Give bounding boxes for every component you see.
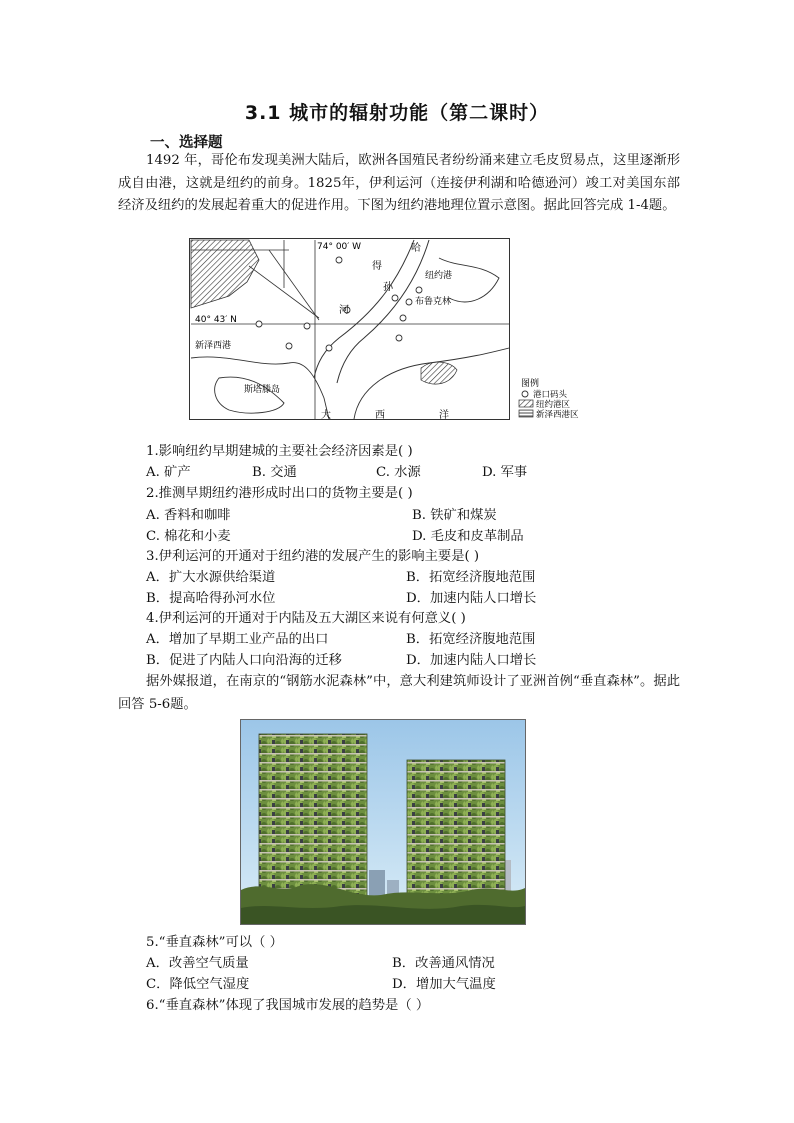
question-stem: 3.伊利运河的开通对于纽约港的发展产生的影响主要是( ) — [146, 549, 480, 564]
map-legend-item: 纽约港区 — [536, 400, 571, 410]
legend-port-symbol — [522, 391, 528, 397]
option: D．增加大气温度 — [392, 977, 496, 992]
option: D．加速内陆人口增长 — [406, 653, 537, 668]
option: B. 铁矿和煤炭 — [412, 508, 497, 523]
map-longitude-label: 74° 00′ W — [317, 242, 362, 252]
question-stem: 6.“垂直森林”体现了我国城市发展的趋势是（ ） — [146, 998, 430, 1013]
question-stem: 2.推测早期纽约港形成时出口的货物主要是( ) — [146, 486, 413, 501]
map-drawing — [189, 238, 607, 420]
map-port-label: 布鲁克林 — [415, 297, 452, 307]
map-port-label: 新泽西港 — [195, 341, 232, 351]
option: D．加速内陆人口增长 — [406, 591, 537, 606]
map-ocean-char: 西 — [375, 410, 385, 420]
question-stem: 4.伊利运河的开通对于内陆及五大湖区来说有何意义( ) — [146, 611, 466, 626]
option: B. 交通 — [252, 465, 297, 480]
option: C．降低空气湿度 — [146, 977, 250, 992]
intro-paragraph-1: 1492 年，哥伦布发现美洲大陆后，欧洲各国殖民者纷纷涌来建立毛皮贸易点，这里逐渐形成自由港，这就是纽约的前身。1825年，伊利运河（连接伊利湖和哈德逊河）竣工对美国东部经济及纽约的发展起着重大的促进作用。下图为纽约港地理位置示意图。据此回答完成 1-4题。 — [118, 153, 680, 213]
option: A. 矿产 — [146, 465, 191, 480]
map-ocean-char: 大 — [321, 410, 331, 420]
question-stem: 1.影响纽约早期建城的主要社会经济因素是( ) — [146, 444, 413, 459]
option: B．提高哈得孙河水位 — [146, 591, 276, 606]
map-river-char: 河 — [339, 305, 349, 316]
map-legend-item: 港口码头 — [533, 390, 568, 400]
map-river-char: 得 — [372, 261, 382, 272]
option: B．拓宽经济腹地范围 — [406, 632, 536, 647]
map-latitude-label: 40° 43′ N — [195, 315, 237, 325]
map-port-label: 纽约港 — [425, 271, 453, 281]
map-port-label: 斯塔滕岛 — [244, 385, 281, 395]
intro-paragraph-2: 据外媒报道，在南京的“钢筋水泥森林”中，意大利建筑师设计了亚洲首例“垂直森林”。据此回答 5-6题。 — [118, 674, 680, 712]
map-river-char: 孙 — [383, 282, 393, 293]
option: A．改善空气质量 — [146, 956, 249, 971]
option: D. 毛皮和皮革制品 — [412, 529, 524, 544]
option: C. 水源 — [376, 465, 421, 480]
legend-nj-swatch — [519, 410, 533, 417]
map-legend-item: 新泽西港区 — [536, 410, 579, 420]
section-heading: 一、选择题 — [150, 135, 223, 151]
option: B．促进了内陆人口向沿海的迁移 — [146, 653, 342, 668]
new-york-port-map — [189, 238, 607, 420]
option: A. 香料和咖啡 — [146, 508, 231, 523]
option: B．改善通风情况 — [392, 956, 495, 971]
option: A．扩大水源供给渠道 — [146, 570, 276, 585]
map-ocean-char: 洋 — [439, 410, 449, 420]
question-stem: 5.“垂直森林”可以（ ） — [146, 935, 283, 950]
option: B．拓宽经济腹地范围 — [406, 570, 536, 585]
map-legend-title: 图例 — [521, 379, 540, 389]
photo-illustration — [241, 720, 525, 924]
option: A．增加了早期工业产品的出口 — [146, 632, 329, 647]
page-title: 3.1 城市的辐射功能（第二课时） — [244, 102, 550, 124]
map-river-char: 哈 — [411, 243, 421, 254]
option: D. 军事 — [482, 465, 528, 480]
vertical-forest-photo — [240, 719, 526, 925]
option: C. 棉花和小麦 — [146, 529, 231, 544]
legend-ny-swatch — [519, 400, 533, 407]
